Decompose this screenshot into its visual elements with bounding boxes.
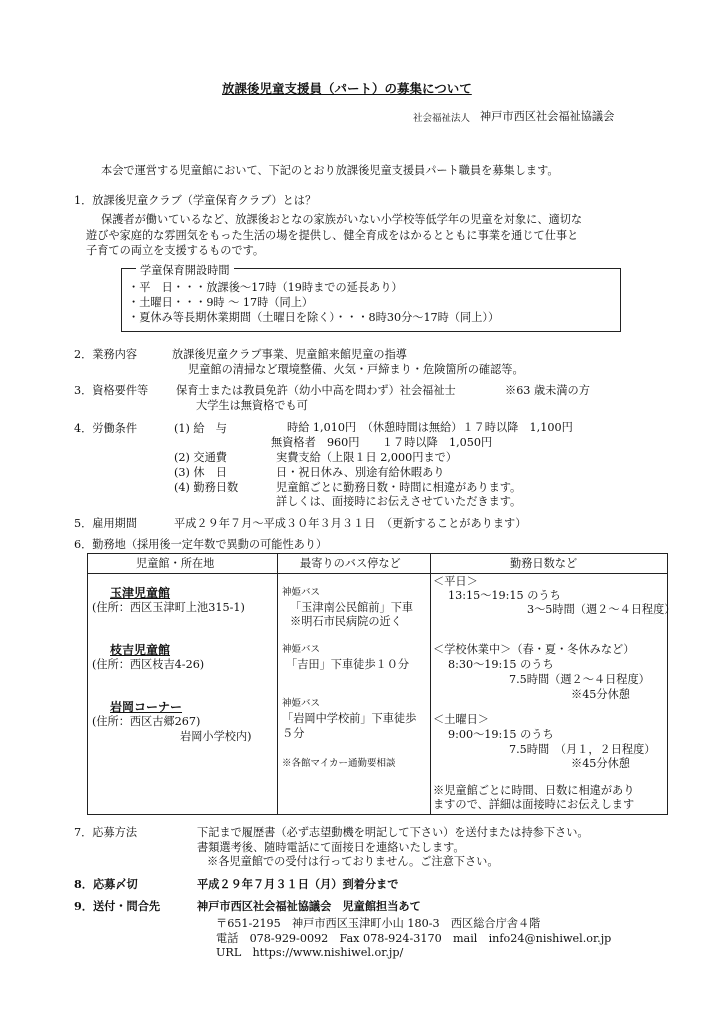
section-1-line: 保護者が働いているなど、放課後おとなの家族がいない小学校等低学年の児童を対象に、適切な [101,213,583,226]
schedule-vacation-label: ＜学校休業中＞（春・夏・冬休みなど） [433,643,635,656]
section-4-label: 4．労働条件 [74,422,138,435]
schedule-vacation-time: 8:30～19:15 のうち [448,658,554,671]
section-2-label: 2．業務内容 [74,348,138,361]
section-2-line: 放課後児童クラブ事業、児童館来館児童の指導 [172,348,407,361]
transport-label: (2) 交通費 [174,451,227,464]
application-line: 書類選考後、随時電話にて面接日を連絡いたします。 [197,841,465,854]
bus-stop: 「吉田」下車徒歩１０分 [286,658,410,671]
wage-line: 無資格者 960円 １７時以降 1,050円 [271,436,493,449]
section-9-label: 9．送付・問合先 [74,899,161,913]
bus-line: 神姫バス [282,698,321,709]
schedule-weekday-time: 13:15～19:15 のうち [448,589,561,602]
section-5-label: 5．雇用期間 [74,517,138,530]
section-3-note: ※63 歳未満の方 [505,384,590,397]
table-header-divider [87,573,667,574]
table-header: 勤務日数など [510,557,578,570]
application-deadline: 平成２９年７月３１日（月）到着分まで [197,877,399,891]
schedule-weekday-label: ＜平日＞ [433,575,478,588]
section-1-heading: 1．放課後児童クラブ（学童保育クラブ）とは？ [74,194,317,207]
holiday-label: (3) 休 日 [174,466,227,479]
employment-period: 平成２９年７月～平成３０年３月３１日 （更新することがあります） [174,517,527,530]
table-header: 児童館・所在地 [136,557,215,570]
page-title: 放課後児童支援員（パート）の募集について [222,81,472,96]
schedule-note: ※児童館ごとに時間、日数に相違があり [433,784,635,797]
section-2-line: 児童館の清掃など環境整備、火気・戸締まり・危険箇所の確認等。 [188,363,524,376]
opening-hours-line: ・夏休み等長期休業期間（土曜日を除く）・・・8時30分～17時（同上）） [128,311,500,324]
schedule-vacation-hours: 7.5時間（週２～４日程度） [509,673,650,686]
schedule-saturday-break: ※45分休憩 [571,757,630,770]
site-address: (住所：西区枝吉4-26) [92,658,205,671]
section-7-label: 7．応募方法 [74,826,138,839]
wage-line: 時給 1,010円 （休憩時間は無給）１７時以降 1,100円 [287,421,573,434]
table-header: 最寄りのバス停など [300,557,401,570]
work-days-label: (4) 勤務日数 [174,481,239,494]
bus-note: ５分 [282,727,305,740]
section-3-label: 3．資格要件等 [74,384,149,397]
bus-stop: 「玉津南公民館前」下車 [290,601,414,614]
schedule-weekday-hours: 3～5時間（週２～４日程度） [527,603,676,616]
bus-stop: 「岩岡中学校前」下車徒歩 [282,712,417,725]
site-address: (住所：西区古郷267) [92,715,201,728]
work-days-line: 詳しくは、面接時にお伝えさせていただきます。 [276,495,522,508]
site-name: 枝吉児童館 [110,643,171,657]
section-1-line: 遊びや家庭的な雰囲気をもった生活の場を提供し、健全育成をはかるとともに事業を通じて仕事と [86,229,579,242]
holiday-text: 日・祝日休み、別途有給休暇あり [276,466,445,479]
schedule-saturday-time: 9:00～19:15 のうち [448,728,554,741]
site-address: (住所：西区玉津町上池315-1) [92,601,245,614]
opening-hours-line: ・土曜日・・・9時 ～ 17時（同上） [128,296,314,309]
opening-hours-line: ・平 日・・・放課後～17時（19時までの延長あり） [128,281,403,294]
wage-label: (1) 給 与 [174,422,227,435]
schedule-saturday-label: ＜土曜日＞ [433,713,489,726]
car-commute-note: ※各館マイカー通勤要相談 [282,758,396,769]
intro-text: 本会で運営する児童館において、下記のとおり放課後児童支援員パート職員を募集します。 [101,164,559,177]
contact-url[interactable]: URL https://www.nishiwel.or.jp/ [216,946,404,959]
section-1-line: 子育ての両立を支援するものです。 [86,244,265,257]
contact-phone-mail: 電話 078-929-0092 Fax 078-924-3170 mail info24@nishiwel.or.jp [216,932,612,945]
section-3-line: 保育士または教員免許（幼小中高を問わず）社会福祉士 [176,384,456,397]
table-col-divider [277,553,278,814]
application-line: ※各児童館での受付は行っておりません。ご注意下さい。 [207,855,499,868]
opening-hours-title: 学童保育開設時間 [136,264,234,278]
bus-line: 神姫バス [282,587,321,598]
schedule-note: ますので、詳細は面接時にお伝えします [433,798,635,811]
table-col-divider [430,553,431,814]
schedule-vacation-break: ※45分休憩 [571,688,630,701]
transport-text: 実費支給（上限１日 2,000円まで） [276,451,458,464]
application-line: 下記まで履歴書（必ず志望動機を明記して下さい）を送付または持参下さい。 [197,826,589,839]
org-type: 社会福祉法人 [413,113,471,124]
org-name: 神戸市西区社会福祉協議会 [480,110,615,123]
bus-line: 神姫バス [282,644,321,655]
bus-note: ※明石市民病院の近く [290,615,402,628]
section-8-label: 8．応募〆切 [74,877,138,891]
site-address-2: 岩岡小学校内) [180,730,252,743]
section-3-line: 大学生は無資格でも可 [196,399,308,412]
contact-address: 〒651-2195 神戸市西区玉津町小山 180-3 西区総合庁舎４階 [216,917,541,930]
schedule-saturday-hours: 7.5時間 （月１，２日程度） [509,743,656,756]
site-name: 玉津児童館 [110,586,171,600]
section-6-label: 6．勤務地（採用後一定年数で異動の可能性あり） [74,538,328,551]
site-name: 岩岡コーナー [110,700,183,714]
contact-recipient: 神戸市西区社会福祉協議会 児童館担当あて [197,899,421,913]
work-days-line: 児童館ごとに勤務日数・時間に相違があります。 [276,481,522,494]
